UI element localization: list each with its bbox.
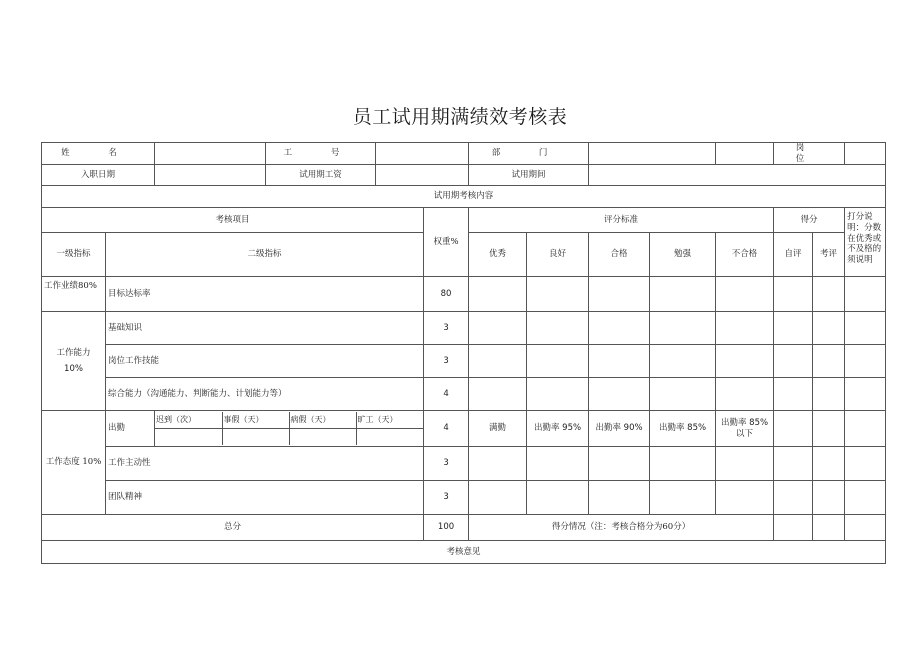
attendance-barely: 出勤率 85%: [650, 411, 716, 447]
attendance-label: 出勤: [106, 411, 155, 447]
attitude-item-teamwork: 团队精神: [106, 481, 424, 515]
evaluation-form-table: [41, 142, 886, 564]
score-cell[interactable]: [527, 447, 589, 481]
absent-field[interactable]: [356, 429, 423, 446]
score-cell[interactable]: [527, 312, 589, 345]
ability-row: [42, 312, 886, 345]
attendance-pass: 出勤率 90%: [589, 411, 650, 447]
probation-period-label: 试用期间: [469, 165, 589, 186]
late-label: 迟到（次）: [156, 415, 197, 425]
score-cell[interactable]: [589, 312, 650, 345]
opinion-row: [42, 541, 886, 564]
post-label: 岗 位: [774, 143, 845, 165]
attitude-group: 工作态度 10%: [42, 411, 106, 515]
score-cell[interactable]: [527, 481, 589, 515]
review-cell[interactable]: [813, 411, 845, 447]
total-score-note: 得分情况（注：考核合格分为60分）: [469, 515, 774, 541]
absent-label: 旷工（天）: [356, 412, 423, 429]
info-row-2: [42, 165, 886, 186]
score-cell[interactable]: [716, 277, 774, 312]
score-cell[interactable]: [469, 345, 527, 378]
performance-item: 目标达标率: [106, 277, 424, 312]
self-eval-cell[interactable]: [774, 345, 813, 378]
attendance-excellent: 满勤: [469, 411, 527, 447]
section-row: [42, 186, 886, 208]
probation-salary-label: 试用期工资: [266, 165, 376, 186]
department-label: 部 门: [469, 143, 589, 165]
employee-id-label: 工 号: [266, 143, 376, 165]
attitude-weight: 3: [424, 481, 469, 515]
review-cell[interactable]: [813, 345, 845, 378]
score-cell[interactable]: [469, 277, 527, 312]
good-header: 良好: [527, 233, 589, 277]
employee-id-field[interactable]: [376, 143, 469, 165]
name-label: 姓 名: [42, 143, 155, 165]
excellent-header: 优秀: [469, 233, 527, 277]
page-title: 员工试用期满绩效考核表: [352, 106, 568, 128]
ability-group: 工作能力 10%: [42, 312, 106, 411]
level1-header: 一级指标: [42, 233, 106, 277]
sick-leave-field[interactable]: [289, 429, 356, 446]
note-cell[interactable]: [845, 447, 886, 481]
department-field[interactable]: [589, 143, 716, 165]
late-field[interactable]: [155, 429, 222, 446]
section-content-title: 试用期考核内容: [42, 186, 886, 208]
score-cell[interactable]: [469, 378, 527, 411]
score-cell[interactable]: [469, 312, 527, 345]
attendance-good: 出勤率 95%: [527, 411, 589, 447]
sick-leave-label: 病假（天）: [289, 412, 356, 429]
total-weight: 100: [424, 515, 469, 541]
score-header: 得分: [774, 208, 845, 233]
score-cell[interactable]: [589, 345, 650, 378]
performance-weight: 80: [424, 277, 469, 312]
name-field[interactable]: [155, 143, 266, 165]
ability-item-basic-knowledge: 基础知识: [106, 312, 424, 345]
ability-weight: 3: [424, 345, 469, 378]
self-eval-cell[interactable]: [774, 481, 813, 515]
ability-weight: 3: [424, 312, 469, 345]
self-eval-header: 自评: [774, 233, 813, 277]
score-cell[interactable]: [589, 447, 650, 481]
personal-leave-label: 事假（天）: [222, 412, 289, 429]
review-cell[interactable]: [813, 378, 845, 411]
attitude-row: [42, 447, 886, 481]
review-cell[interactable]: [813, 481, 845, 515]
attitude-item-initiative: 工作主动性: [106, 447, 424, 481]
score-cell[interactable]: [589, 378, 650, 411]
info-row-1: [42, 143, 886, 165]
score-cell[interactable]: [469, 481, 527, 515]
review-cell[interactable]: [813, 277, 845, 312]
score-cell[interactable]: [716, 378, 774, 411]
note-cell[interactable]: [845, 312, 886, 345]
pass-header: 合格: [589, 233, 650, 277]
total-note-cell[interactable]: [845, 515, 886, 541]
self-eval-cell[interactable]: [774, 277, 813, 312]
score-cell[interactable]: [527, 345, 589, 378]
total-review-cell[interactable]: [813, 515, 845, 541]
ability-item-comprehensive: 综合能力（沟通能力、判断能力、计划能力等）: [106, 378, 424, 411]
score-cell[interactable]: [527, 277, 589, 312]
ability-weight: 4: [424, 378, 469, 411]
total-row: [42, 515, 886, 541]
performance-group: 工作业绩80%: [42, 277, 106, 312]
score-cell[interactable]: [716, 481, 774, 515]
review-header: 考评: [813, 233, 845, 277]
level2-header: 二级指标: [106, 233, 424, 277]
score-cell[interactable]: [716, 312, 774, 345]
score-cell[interactable]: [589, 277, 650, 312]
attendance-fail: 出勤率 85%以下: [716, 411, 774, 447]
ability-row: [42, 345, 886, 378]
attendance-row: [42, 411, 886, 447]
score-cell[interactable]: [650, 312, 716, 345]
score-cell[interactable]: [650, 345, 716, 378]
score-cell[interactable]: [716, 447, 774, 481]
self-eval-cell[interactable]: [774, 312, 813, 345]
opinion-label: 考核意见: [42, 541, 886, 564]
score-cell[interactable]: [650, 277, 716, 312]
barely-header: 勉强: [650, 233, 716, 277]
post-field[interactable]: [845, 143, 886, 165]
note-cell[interactable]: [845, 277, 886, 312]
score-cell[interactable]: [650, 481, 716, 515]
entry-date-label: 入职日期: [42, 165, 155, 186]
attendance-detail: [155, 412, 423, 445]
review-cell[interactable]: [813, 312, 845, 345]
total-self-cell[interactable]: [774, 515, 813, 541]
fail-header: 不合格: [716, 233, 774, 277]
probation-salary-field[interactable]: [376, 165, 469, 186]
ability-row: [42, 378, 886, 411]
score-cell[interactable]: [716, 345, 774, 378]
probation-period-field[interactable]: [589, 165, 886, 186]
ability-item-job-skill: 岗位工作技能: [106, 345, 424, 378]
review-cell[interactable]: [813, 447, 845, 481]
total-label: 总分: [42, 515, 424, 541]
self-eval-cell[interactable]: [774, 447, 813, 481]
attendance-subtable: [155, 411, 424, 447]
score-cell[interactable]: [589, 481, 650, 515]
score-cell[interactable]: [527, 378, 589, 411]
weight-header: 权重%: [424, 208, 469, 277]
note-cell[interactable]: [845, 378, 886, 411]
score-cell[interactable]: [650, 447, 716, 481]
score-cell[interactable]: [650, 378, 716, 411]
attendance-weight: 4: [424, 411, 469, 447]
personal-leave-field[interactable]: [222, 429, 289, 446]
department-field-extra[interactable]: [716, 143, 774, 165]
attitude-row: [42, 481, 886, 515]
criteria-header: 评分标准: [469, 208, 774, 233]
self-eval-cell[interactable]: [774, 378, 813, 411]
score-cell[interactable]: [469, 447, 527, 481]
items-header: 考核项目: [42, 208, 424, 233]
note-cell[interactable]: [845, 481, 886, 515]
note-cell[interactable]: [845, 411, 886, 447]
header-row-1: [42, 208, 886, 233]
self-eval-cell[interactable]: [774, 411, 813, 447]
attitude-weight: 3: [424, 447, 469, 481]
note-cell[interactable]: [845, 345, 886, 378]
note-header: 打分说明：分数在优秀或不及格的须说明: [845, 208, 886, 277]
entry-date-field[interactable]: [155, 165, 266, 186]
performance-row: [42, 277, 886, 312]
